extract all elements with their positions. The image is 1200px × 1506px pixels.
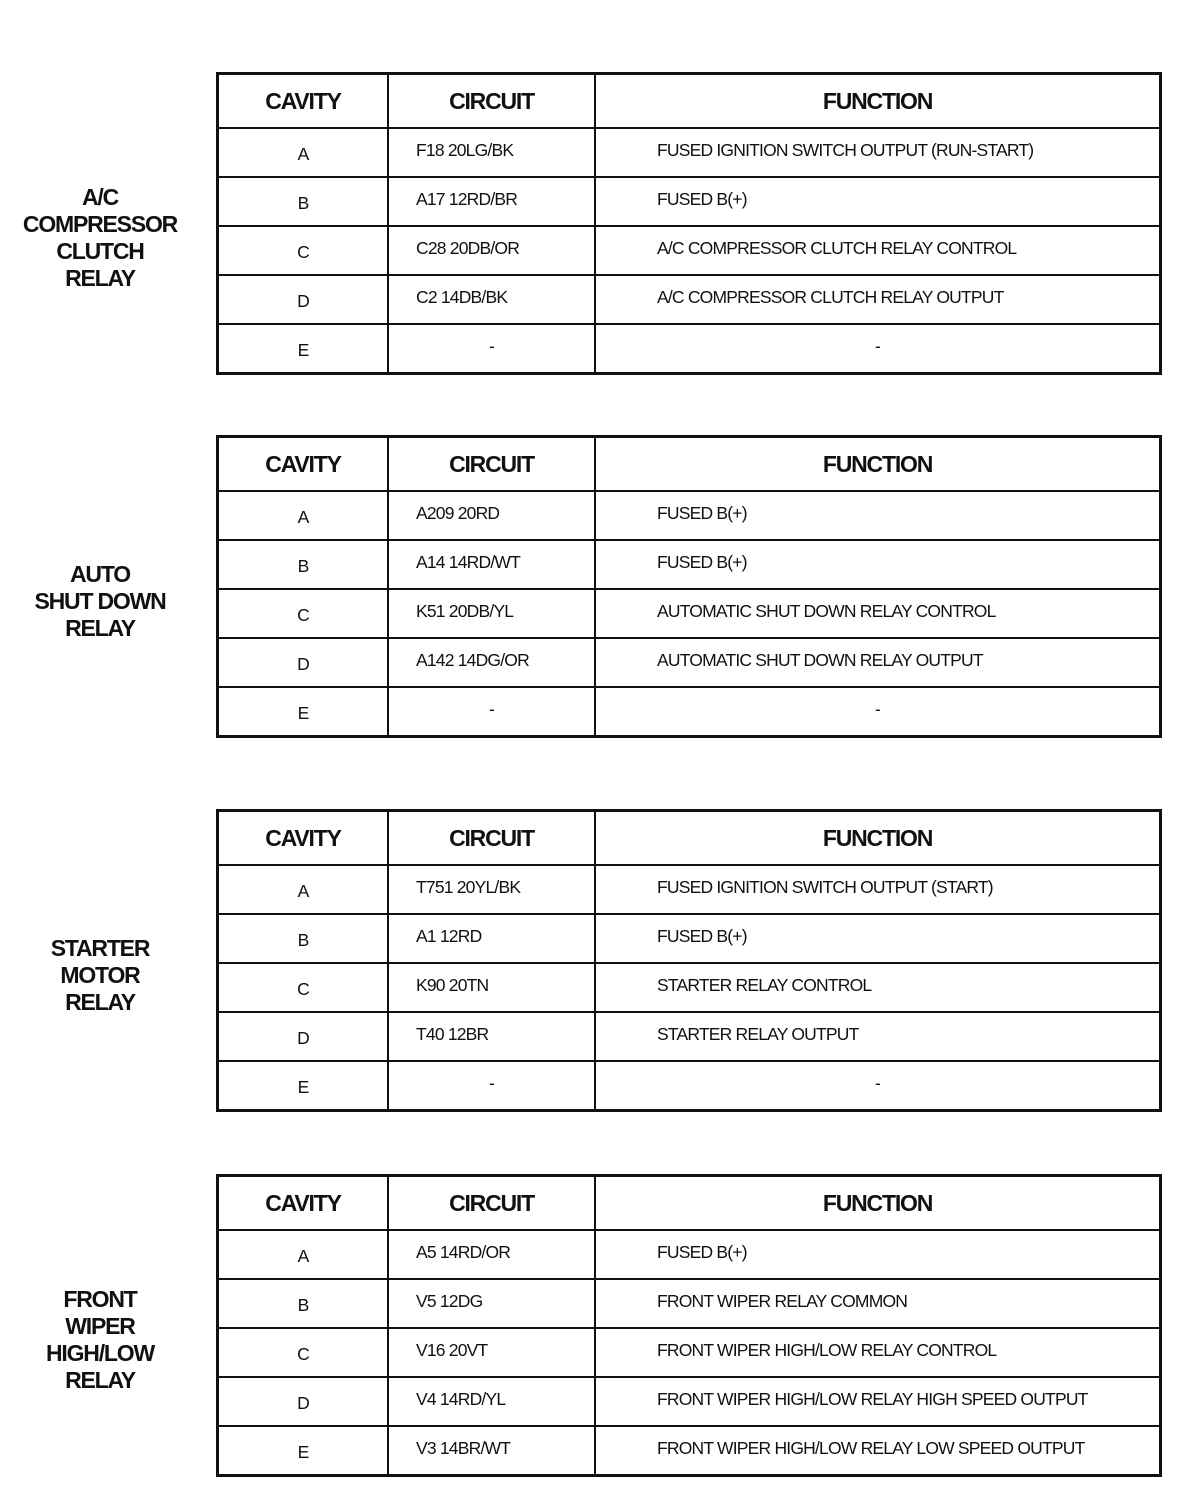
table-row bbox=[218, 1279, 1161, 1328]
relay-section-a-c-compressor-clutch-relay bbox=[0, 72, 1200, 360]
pinout-table bbox=[216, 72, 1162, 375]
function-cell: STARTER RELAY OUTPUT bbox=[595, 1012, 1161, 1061]
circuit-cell: A1 12RD bbox=[388, 914, 595, 963]
cavity-cell: A bbox=[218, 865, 389, 914]
relay-section-front-wiper-high-low-relay bbox=[0, 1174, 1200, 1462]
function-cell: A/C COMPRESSOR CLUTCH RELAY OUTPUT bbox=[595, 275, 1161, 324]
relay-section-auto-shut-down-relay bbox=[0, 435, 1200, 723]
pinout-table bbox=[216, 435, 1162, 738]
table-row bbox=[218, 687, 1161, 737]
function-cell: STARTER RELAY CONTROL bbox=[595, 963, 1161, 1012]
function-cell: - bbox=[595, 687, 1161, 737]
header-cavity: CAVITY bbox=[218, 74, 389, 129]
cavity-cell: C bbox=[218, 963, 389, 1012]
circuit-cell: A209 20RD bbox=[388, 491, 595, 540]
header-function: FUNCTION bbox=[595, 1176, 1161, 1231]
circuit-cell: V16 20VT bbox=[388, 1328, 595, 1377]
cavity-cell: A bbox=[218, 1230, 389, 1279]
function-cell: FUSED B(+) bbox=[595, 1230, 1161, 1279]
pinout-table bbox=[216, 1174, 1162, 1477]
function-cell: FUSED B(+) bbox=[595, 914, 1161, 963]
header-function: FUNCTION bbox=[595, 437, 1161, 492]
circuit-cell: - bbox=[388, 1061, 595, 1111]
cavity-cell: E bbox=[218, 1061, 389, 1111]
cavity-cell: D bbox=[218, 638, 389, 687]
table-row bbox=[218, 638, 1161, 687]
table-row bbox=[218, 1377, 1161, 1426]
table-row bbox=[218, 1012, 1161, 1061]
table-row bbox=[218, 1328, 1161, 1377]
circuit-cell: V5 12DG bbox=[388, 1279, 595, 1328]
cavity-cell: E bbox=[218, 687, 389, 737]
function-cell: FRONT WIPER RELAY COMMON bbox=[595, 1279, 1161, 1328]
circuit-cell: C28 20DB/OR bbox=[388, 226, 595, 275]
header-cavity: CAVITY bbox=[218, 1176, 389, 1231]
table-row bbox=[218, 963, 1161, 1012]
cavity-cell: C bbox=[218, 589, 389, 638]
function-cell: FRONT WIPER HIGH/LOW RELAY HIGH SPEED OUTPUT bbox=[595, 1377, 1161, 1426]
cavity-cell: D bbox=[218, 1377, 389, 1426]
header-circuit: CIRCUIT bbox=[388, 74, 595, 129]
cavity-cell: A bbox=[218, 491, 389, 540]
cavity-cell: B bbox=[218, 540, 389, 589]
circuit-cell: T40 12BR bbox=[388, 1012, 595, 1061]
cavity-cell: C bbox=[218, 1328, 389, 1377]
circuit-cell: F18 20LG/BK bbox=[388, 128, 595, 177]
circuit-cell: V3 14BR/WT bbox=[388, 1426, 595, 1476]
table-row bbox=[218, 491, 1161, 540]
table-row bbox=[218, 589, 1161, 638]
circuit-cell: A142 14DG/OR bbox=[388, 638, 595, 687]
cavity-cell: B bbox=[218, 1279, 389, 1328]
function-cell: - bbox=[595, 1061, 1161, 1111]
header-circuit: CIRCUIT bbox=[388, 811, 595, 866]
function-cell: FUSED B(+) bbox=[595, 491, 1161, 540]
function-cell: AUTOMATIC SHUT DOWN RELAY CONTROL bbox=[595, 589, 1161, 638]
circuit-cell: A14 14RD/WT bbox=[388, 540, 595, 589]
table-row bbox=[218, 914, 1161, 963]
cavity-cell: A bbox=[218, 128, 389, 177]
relay-title: A/C COMPRESSOR CLUTCH RELAY bbox=[22, 184, 178, 291]
header-circuit: CIRCUIT bbox=[388, 1176, 595, 1231]
relay-section-starter-motor-relay bbox=[0, 809, 1200, 1097]
relay-title: STARTER MOTOR RELAY bbox=[50, 934, 150, 1015]
cavity-cell: E bbox=[218, 324, 389, 374]
function-cell: FRONT WIPER HIGH/LOW RELAY LOW SPEED OUTPUT bbox=[595, 1426, 1161, 1476]
header-cavity: CAVITY bbox=[218, 811, 389, 866]
circuit-cell: C2 14DB/BK bbox=[388, 275, 595, 324]
function-cell: A/C COMPRESSOR CLUTCH RELAY CONTROL bbox=[595, 226, 1161, 275]
header-row bbox=[218, 74, 1161, 129]
function-cell: FUSED IGNITION SWITCH OUTPUT (RUN-START) bbox=[595, 128, 1161, 177]
function-cell: FUSED IGNITION SWITCH OUTPUT (START) bbox=[595, 865, 1161, 914]
table-row bbox=[218, 324, 1161, 374]
relay-title: FRONT WIPER HIGH/LOW RELAY bbox=[46, 1286, 154, 1393]
header-row bbox=[218, 437, 1161, 492]
table-row bbox=[218, 865, 1161, 914]
cavity-cell: D bbox=[218, 275, 389, 324]
header-row bbox=[218, 1176, 1161, 1231]
function-cell: FUSED B(+) bbox=[595, 540, 1161, 589]
table-row bbox=[218, 1426, 1161, 1476]
table-row bbox=[218, 1061, 1161, 1111]
table-row bbox=[218, 177, 1161, 226]
table-row bbox=[218, 540, 1161, 589]
header-function: FUNCTION bbox=[595, 811, 1161, 866]
pinout-table bbox=[216, 809, 1162, 1112]
circuit-cell: - bbox=[388, 687, 595, 737]
function-cell: AUTOMATIC SHUT DOWN RELAY OUTPUT bbox=[595, 638, 1161, 687]
circuit-cell: V4 14RD/YL bbox=[388, 1377, 595, 1426]
circuit-cell: - bbox=[388, 324, 595, 374]
table-row bbox=[218, 226, 1161, 275]
relay-title: AUTO SHUT DOWN RELAY bbox=[34, 560, 166, 641]
header-circuit: CIRCUIT bbox=[388, 437, 595, 492]
cavity-cell: D bbox=[218, 1012, 389, 1061]
circuit-cell: T751 20YL/BK bbox=[388, 865, 595, 914]
function-cell: FRONT WIPER HIGH/LOW RELAY CONTROL bbox=[595, 1328, 1161, 1377]
header-row bbox=[218, 811, 1161, 866]
table-row bbox=[218, 275, 1161, 324]
table-row bbox=[218, 1230, 1161, 1279]
cavity-cell: B bbox=[218, 914, 389, 963]
function-cell: - bbox=[595, 324, 1161, 374]
circuit-cell: A17 12RD/BR bbox=[388, 177, 595, 226]
header-function: FUNCTION bbox=[595, 74, 1161, 129]
circuit-cell: K51 20DB/YL bbox=[388, 589, 595, 638]
header-cavity: CAVITY bbox=[218, 437, 389, 492]
cavity-cell: E bbox=[218, 1426, 389, 1476]
table-row bbox=[218, 128, 1161, 177]
circuit-cell: K90 20TN bbox=[388, 963, 595, 1012]
cavity-cell: C bbox=[218, 226, 389, 275]
circuit-cell: A5 14RD/OR bbox=[388, 1230, 595, 1279]
function-cell: FUSED B(+) bbox=[595, 177, 1161, 226]
cavity-cell: B bbox=[218, 177, 389, 226]
